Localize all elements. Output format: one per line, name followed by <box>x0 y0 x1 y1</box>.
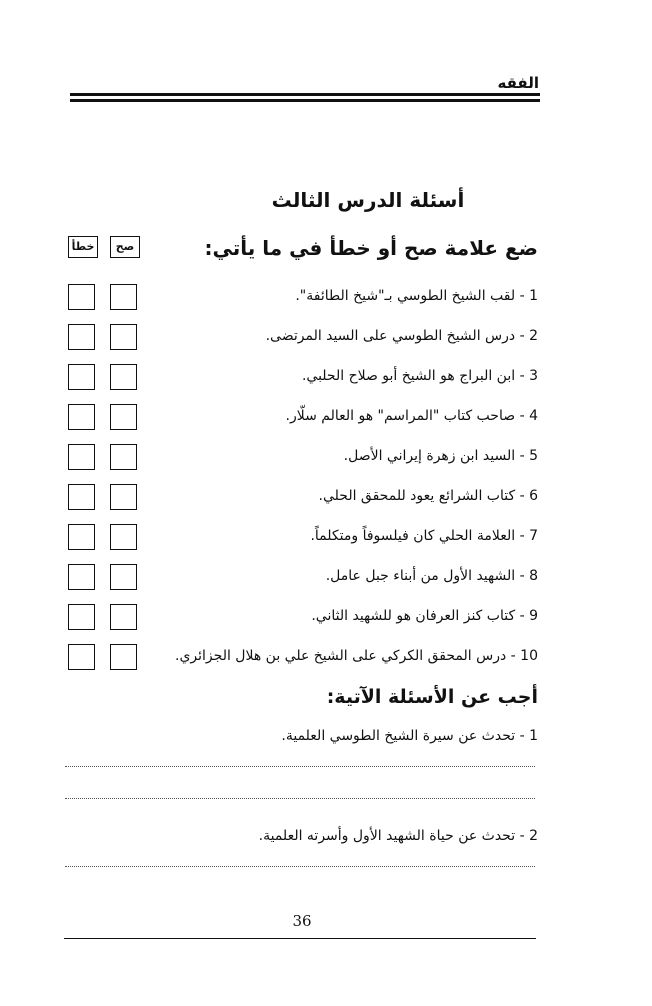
answer-line-2[interactable] <box>65 798 535 799</box>
question-8: 8 - الشهيد الأول من أبناء جبل عامل. <box>325 568 538 584</box>
footer-rule <box>64 938 536 939</box>
correct-checkbox-1[interactable] <box>110 284 137 310</box>
page-number-text: 36 <box>292 912 312 930</box>
answer-section-heading: أجب عن الأسئلة الآتية: <box>326 686 538 708</box>
wrong-checkbox-9[interactable] <box>68 604 95 630</box>
answer-line-1[interactable] <box>65 766 535 767</box>
question-10: 10 - درس المحقق الكركي على الشيخ علي بن هلال الجزائري. <box>175 648 538 664</box>
header-rule-top <box>70 93 540 96</box>
open-question-1: 1 - تحدث عن سيرة الشيخ الطوسي العلمية. <box>281 728 538 744</box>
wrong-checkbox-7[interactable] <box>68 524 95 550</box>
correct-checkbox-7[interactable] <box>110 524 137 550</box>
wrong-checkbox-2[interactable] <box>68 324 95 350</box>
wrong-checkbox-1[interactable] <box>68 284 95 310</box>
question-4: 4 - صاحب كتاب "المراسم" هو العالم سلّار. <box>285 408 538 424</box>
wrong-checkbox-10[interactable] <box>68 644 95 670</box>
running-header-title: الفقه <box>497 74 539 92</box>
question-6: 6 - كتاب الشرائع يعود للمحقق الحلي. <box>318 488 538 504</box>
correct-checkbox-9[interactable] <box>110 604 137 630</box>
question-7: 7 - العلامة الحلي كان فيلسوفاً ومتكلماً. <box>310 528 538 544</box>
question-1: 1 - لقب الشيخ الطوسي بـ"شيخ الطائفة". <box>295 288 538 304</box>
header-rule-bottom <box>70 99 540 102</box>
answer-line-3[interactable] <box>65 866 535 867</box>
question-2: 2 - درس الشيخ الطوسي على السيد المرتضى. <box>265 328 538 344</box>
correct-checkbox-6[interactable] <box>110 484 137 510</box>
wrong-checkbox-6[interactable] <box>68 484 95 510</box>
question-9: 9 - كتاب كنز العرفان هو للشهيد الثاني. <box>311 608 538 624</box>
open-question-2: 2 - تحدث عن حياة الشهيد الأول وأسرته العلمية. <box>258 828 538 844</box>
column-header-correct: صح <box>110 236 140 258</box>
section-title-text: أسئلة الدرس الثالث <box>271 188 465 212</box>
page-number <box>0 912 652 930</box>
correct-checkbox-10[interactable] <box>110 644 137 670</box>
wrong-checkbox-5[interactable] <box>68 444 95 470</box>
wrong-checkbox-4[interactable] <box>68 404 95 430</box>
correct-checkbox-2[interactable] <box>110 324 137 350</box>
correct-checkbox-8[interactable] <box>110 564 137 590</box>
correct-checkbox-3[interactable] <box>110 364 137 390</box>
question-3: 3 - ابن البراج هو الشيخ أبو صلاح الحلبي. <box>301 368 538 384</box>
section-title <box>0 188 652 212</box>
wrong-checkbox-3[interactable] <box>68 364 95 390</box>
instruction-text: ضع علامة صح أو خطأ في ما يأتي: <box>204 236 538 260</box>
wrong-checkbox-8[interactable] <box>68 564 95 590</box>
column-header-wrong: خطأ <box>68 236 98 258</box>
correct-checkbox-4[interactable] <box>110 404 137 430</box>
correct-checkbox-5[interactable] <box>110 444 137 470</box>
question-5: 5 - السيد ابن زهرة إيراني الأصل. <box>343 448 538 464</box>
